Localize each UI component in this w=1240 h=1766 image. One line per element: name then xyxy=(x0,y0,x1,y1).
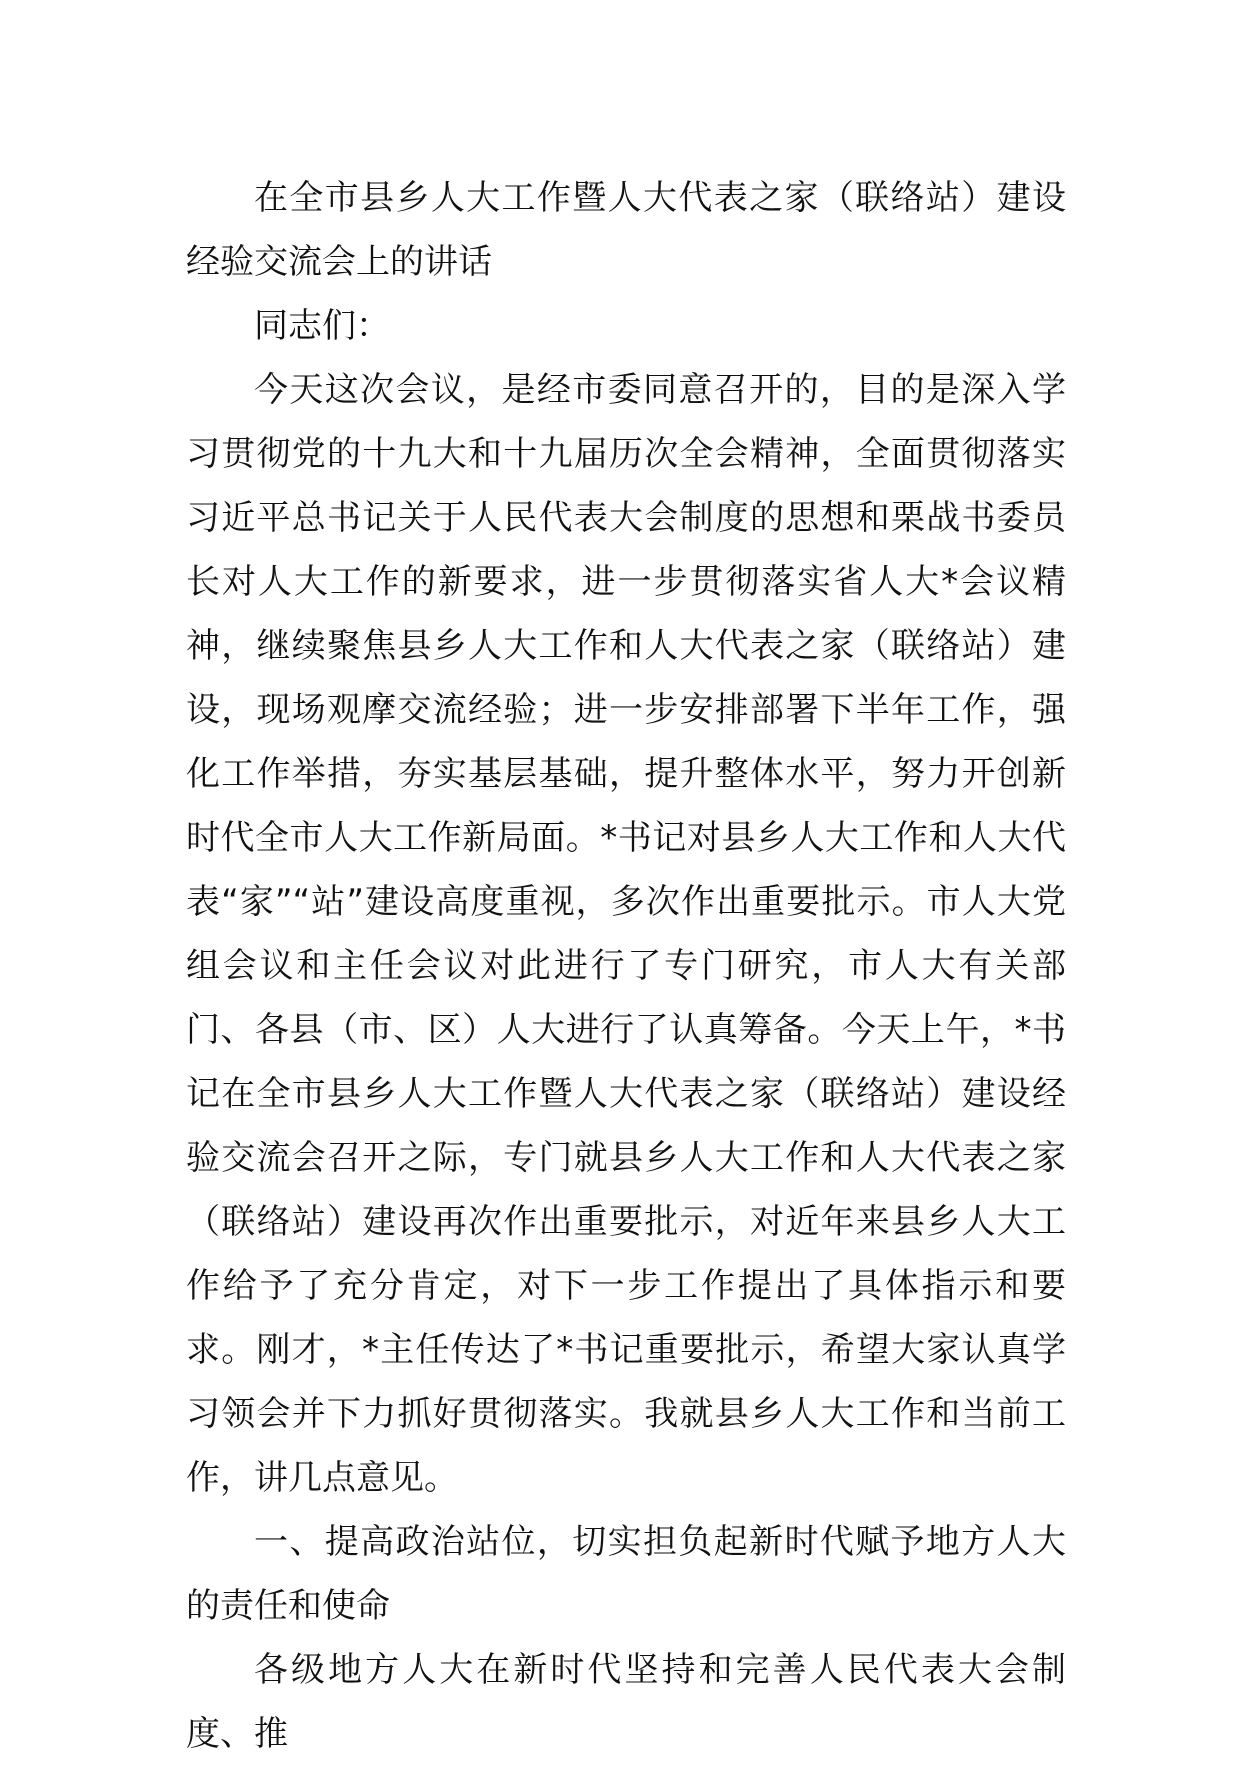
section-heading: 一、提高政治站位，切实担负起新时代赋予地方人大的责任和使命 xyxy=(186,1522,1066,1626)
body-paragraph-continued: 各级地方人大在新时代坚持和完善人民代表大会制度、推 xyxy=(186,1650,1066,1754)
document-page xyxy=(186,166,1066,1766)
body-paragraph: 今天这次会议，是经市委同意召开的，目的是深入学习贯彻党的十九大和十九届历次全会精神，全面贯彻落实习近平总书记关于人民代表大会制度的思想和栗战书委员长对人大工作的新要求，进一步贯彻落实省人大*会议精神，继续聚焦县乡人大工作和人大代表之家（联络站）建设，现场观摩交流经验；进一步安排部署下半年工作，强化工作举措，夯实基层基础，提升整体水平，努力开创新时代全市人大工作新局面。*书记对县乡人大工作和人大代表“家”“站”建设高度重视，多次作出重要批示。市人大党组会议和主任会议对此进行了专门研究，市人大有关部门、各县（市、区）人大进行了认真筹备。今天上午，*书记在全市县乡人大工作暨人大代表之家（联络站）建设经验交流会召开之际，专门就县乡人大工作和人大代表之家（联络站）建设再次作出重要批示，对近年来县乡人大工作给予了充分肯定，对下一步工作提出了具体指示和要求。刚才，*主任传达了*书记重要批示，希望大家认真学习领会并下力抓好贯彻落实。我就县乡人大工作和当前工作，讲几点意见。 xyxy=(186,370,1066,1498)
salutation: 同志们： xyxy=(254,306,390,346)
document-title: 在全市县乡人大工作暨人大代表之家（联络站）建设经验交流会上的讲话 xyxy=(186,178,1066,282)
